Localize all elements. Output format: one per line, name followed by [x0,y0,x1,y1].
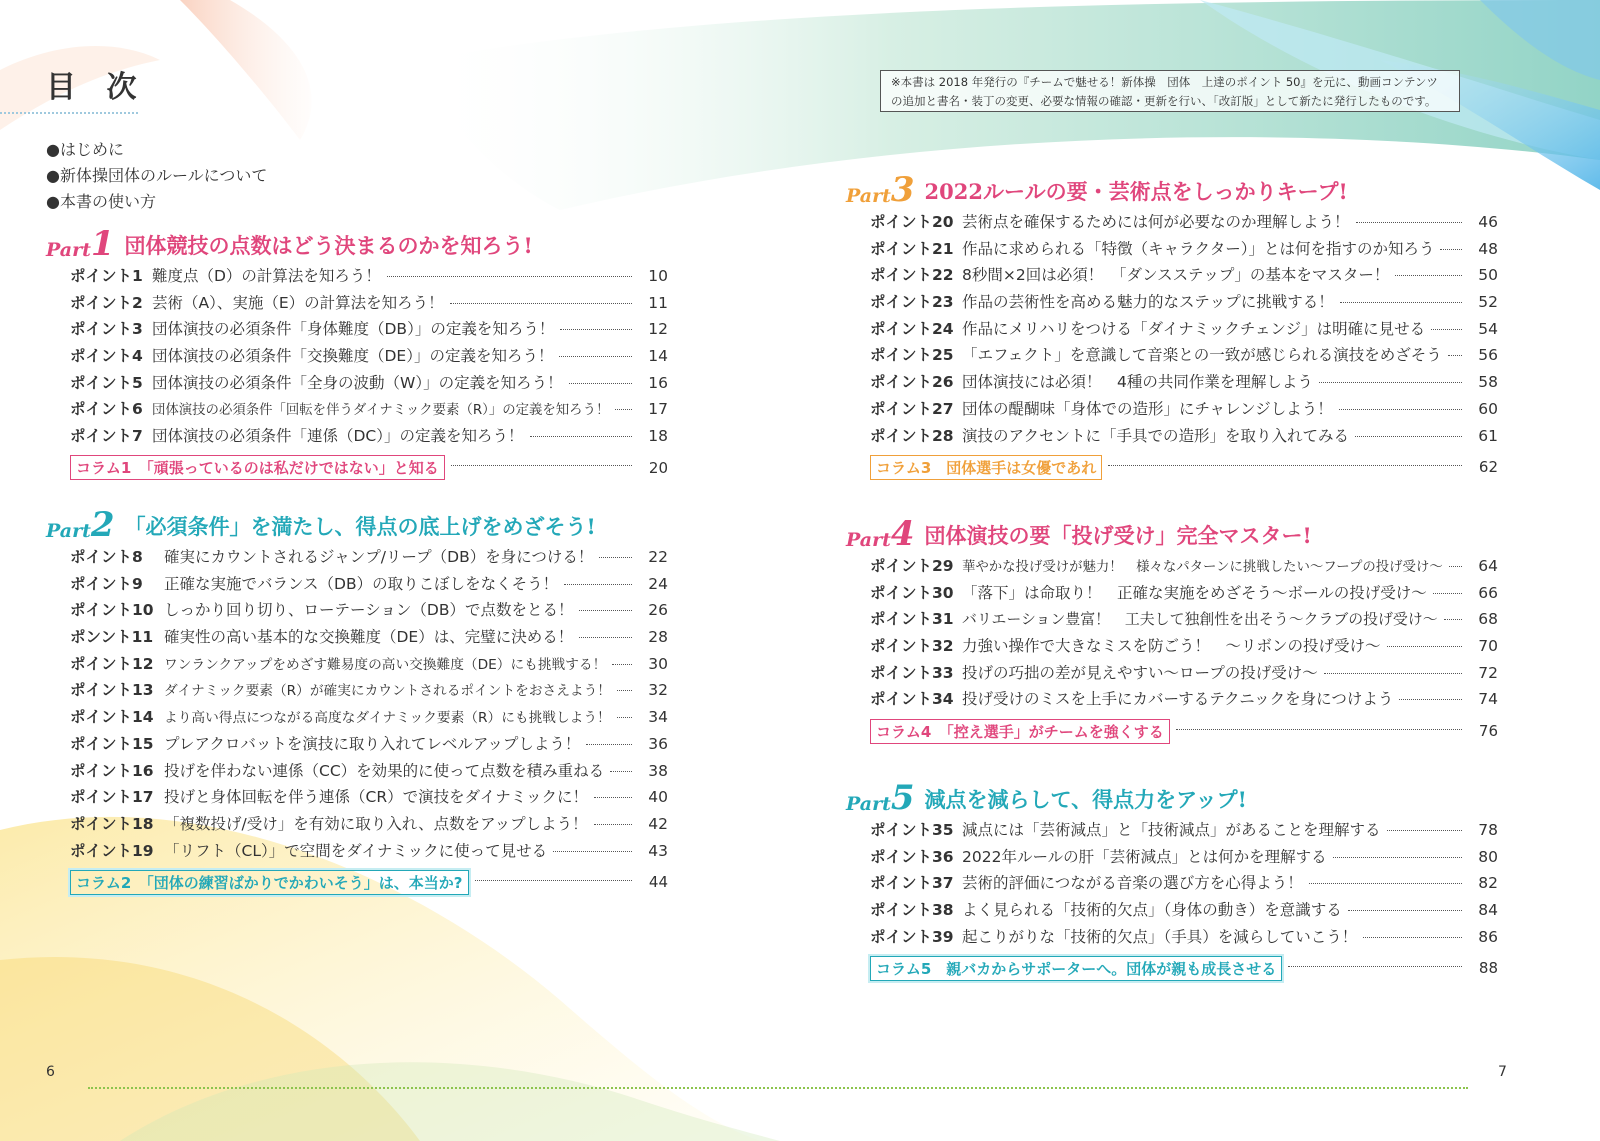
page-number: 88 [1478,959,1498,978]
notice-line: ※本書は 2018 年発行の『チームで魅せる！新体操 団体 上達のポイント 50』を元に、動画コンテンツ [891,75,1438,89]
intro-item: ●本書の使い方 [46,192,156,211]
point-label: ポイント25 [870,346,954,365]
toc-entry[interactable] [70,545,668,572]
leader-dots [586,744,632,745]
leader-dots [1444,619,1462,620]
toc-entry[interactable] [870,397,1498,424]
page-number: 56 [1478,346,1498,365]
point-label: ポイント20 [870,213,954,231]
page-number: 14 [648,347,668,366]
point-text: 芸術（A）、実施（E）の計算法を知ろう！ [152,293,444,312]
part-title: 団体競技の点数はどう決まるのかを知ろう! [124,232,533,258]
toc-entry[interactable] [870,581,1498,608]
column-title: コラム4 「控え選手」がチームを強くする [870,719,1170,744]
page-number: 84 [1478,901,1498,920]
toc-entry[interactable] [870,925,1498,952]
toc-entry[interactable] [870,317,1498,344]
page-number: 76 [1478,722,1498,741]
toc-entry[interactable] [70,291,668,318]
leader-dots [1324,673,1462,674]
point-label: ポイント13 [70,681,154,700]
page-number: 38 [648,761,668,780]
point-label: ポイント21 [870,239,954,258]
part-2-entries [70,545,668,897]
point-label: ポイント35 [870,821,954,839]
toc-entry[interactable] [870,210,1498,237]
point-label: ポイント4 [70,347,143,366]
point-text: 起こりがりな「技術的欠点」（手具）を減らしていこう！ [962,927,1358,946]
point-text: 「複数投げ/受け」を有効に取り入れ、点数をアップしよう！ [164,814,588,833]
leader-dots [1448,355,1462,356]
page-number-left: 6 [46,1064,55,1080]
point-label: ポイント24 [870,319,954,338]
part-label: Part [46,239,91,261]
point-text: 2022年ルールの肝「芸術減点」とは何かを理解する [962,847,1327,866]
leader-dots [1440,249,1462,250]
leader-dots [1176,729,1462,730]
point-label: ポイント14 [70,708,154,727]
part-number: 4 [890,514,915,555]
column-entry[interactable] [870,452,1498,482]
point-text: 作品にメリハリをつける「ダイナミックチェンジ」は明確に見せる [962,319,1426,338]
point-text: 難度点（D）の計算法を知ろう！ [152,267,381,285]
leader-dots [1108,465,1462,466]
leader-dots [617,690,632,691]
part-number: 1 [90,224,115,265]
leader-dots [475,880,633,881]
leader-dots [1356,222,1462,223]
leader-dots [450,303,632,304]
point-label: ポイント18 [70,814,154,833]
intro-list [46,137,267,215]
part-label: Part [846,185,891,207]
leader-dots [612,664,632,665]
toc-entry[interactable] [70,317,668,344]
point-text: しっかり回り切り、ローテーション（DB）で点数をとる！ [164,601,574,620]
leader-dots [1433,593,1462,594]
toc-entry[interactable] [870,607,1498,634]
point-label: ポイント3 [70,320,143,339]
leader-dots [599,557,632,558]
toc-entry[interactable] [70,812,668,839]
leader-dots [1363,937,1462,938]
point-label: ポイント34 [870,690,954,709]
point-label: ポイント33 [870,663,954,682]
leader-dots [1387,830,1462,831]
column-title: コラム5 親バカからサポーターへ。団体が親も成長させる [870,956,1282,981]
point-text: 団体演技の必須条件「回転を伴うダイナミック要素（R）」の定義を知ろう！ [152,403,610,419]
point-label: ポイント12 [70,654,154,673]
toc-title: 目 次 [46,70,147,105]
part-number: 5 [890,778,915,819]
toc-entry[interactable] [870,424,1498,451]
page-number: 20 [648,458,668,477]
part-1-heading [46,222,668,265]
point-text: 団体演技の必須条件「全身の波動（W）」の定義を知ろう！ [152,373,563,392]
part-2-section [46,503,668,897]
toc-entry[interactable] [70,424,668,451]
point-label: ポイント23 [870,293,954,312]
part-label: Part [846,529,891,551]
part-5-heading [846,776,1498,819]
page-number: 32 [648,681,668,700]
part-3-entries [870,210,1498,482]
point-label: ポイント29 [870,557,954,575]
page-number: 34 [648,708,668,727]
point-text: 投げ受けのミスを上手にカバーするテクニックを身につけよう [962,690,1394,709]
point-text: 確実にカウントされるジャンプ/リープ（DB）を身につける！ [164,548,594,566]
toc-entry[interactable] [870,818,1498,845]
point-label: ポイント31 [870,610,954,629]
toc-entry[interactable] [70,625,668,652]
title-divider [0,112,138,114]
page-number: 50 [1478,266,1498,285]
page-number: 10 [648,267,668,285]
column-entry[interactable] [870,953,1498,983]
point-label: ポイント17 [70,788,154,807]
leader-dots [1340,302,1462,303]
point-text: 作品に求められる「特徴（キャラクター）」とは何を指すのか知ろう [962,239,1435,258]
point-text: 華やかな投げ受けが魅力！ 様々なパターンに挑戦したい～フープの投げ受け～ [962,560,1443,575]
page-number: 17 [648,400,668,419]
point-text: 団体演技の必須条件「身体難度（DB）」の定義を知ろう！ [152,320,555,339]
toc-entry[interactable] [70,264,668,291]
leader-dots [560,329,632,330]
page-number: 74 [1478,690,1498,709]
column-title: コラム3 団体選手は女優であれ [870,455,1102,480]
point-label: ポイント39 [870,927,954,946]
toc-entry[interactable] [70,839,668,866]
point-text: 芸術点を確保するためには何が必要なのか理解しよう！ [962,213,1350,231]
toc-entry[interactable] [70,572,668,599]
point-text: 団体演技の必須条件「交換難度（DE）」の定義を知ろう！ [152,347,554,366]
page-number: 68 [1478,610,1498,629]
point-label: ポイント5 [70,373,143,392]
page-number: 82 [1478,874,1498,893]
column-entry[interactable] [70,453,668,483]
point-text: ワンランクアップをめざす難易度の高い交換難度（DE）にも挑戦する！ [164,656,607,673]
toc-entry[interactable] [870,370,1498,397]
toc-entry[interactable] [70,397,668,424]
point-label: ポイント7 [70,427,143,446]
page-number: 54 [1478,319,1498,338]
leader-dots [1449,566,1462,567]
toc-entry[interactable] [870,898,1498,925]
page-number: 12 [648,320,668,339]
toc-entry[interactable] [870,634,1498,661]
leader-dots [579,610,632,611]
point-text: 減点には「芸術減点」と「技術減点」があることを理解する [962,821,1381,839]
point-label: ポイント2 [70,293,143,312]
leader-dots [1333,857,1462,858]
toc-entry[interactable] [70,598,668,625]
leader-dots [1319,382,1462,383]
page-number: 24 [648,574,668,593]
part-label: Part [846,793,891,815]
point-text: 「リフト（CL）」で空間をダイナミックに使って見せる [164,841,548,860]
page-number: 42 [648,814,668,833]
point-label: ポイント27 [870,399,954,418]
leader-dots [1339,409,1462,410]
page-number-right: 7 [1498,1064,1507,1080]
point-label: ポイント16 [70,761,154,780]
leader-dots [530,436,632,437]
point-text: 団体演技には必須！ 4種の共同作業を理解しよう [962,373,1313,392]
toc-entry[interactable] [870,554,1498,581]
point-text: 「落下」は命取り！ 正確な実施をめざそう～ボールの投げ受け～ [962,583,1427,602]
leader-dots [1348,910,1462,911]
toc-entry[interactable] [70,371,668,398]
point-label: ポイント19 [70,841,154,860]
point-text: 投げを伴わない連係（CC）を効果的に使って点数を積み重ねる [164,761,605,780]
leader-dots [615,409,632,410]
page-number: 44 [648,873,668,892]
column-title: コラム2 「団体の練習ばかりでかわいそう」は、本当か? [70,870,469,895]
point-label: ポイント22 [870,266,954,285]
page-number: 70 [1478,637,1498,656]
part-title: 団体演技の要「投げ受け」完全マスター! [924,522,1312,548]
leader-dots [553,851,632,852]
part-3-section [846,168,1498,482]
column-entry[interactable] [70,867,668,897]
point-label: ポイント37 [870,874,954,893]
point-text: 団体演技の必須条件「連係（DC）」の定義を知ろう！ [152,427,524,446]
revision-notice [880,70,1460,112]
toc-entry[interactable] [70,344,668,371]
toc-entry[interactable] [870,343,1498,370]
page-number: 64 [1478,557,1498,575]
point-text: 正確な実施でバランス（DB）の取りこぼしをなくそう！ [164,574,559,593]
page-number: 11 [648,293,668,312]
page-number: 30 [648,654,668,673]
toc-entry[interactable] [70,732,668,759]
part-1-entries [70,264,668,483]
point-text: 確実性の高い基本的な交換難度（DE）は、完璧に決める！ [164,628,574,647]
footer-divider [88,1087,1468,1089]
page-number: 58 [1478,373,1498,392]
toc-entry[interactable] [870,290,1498,317]
point-text: 芸術的評価につながる音楽の選び方を心得よう！ [962,874,1303,893]
point-label: ポンント11 [70,628,154,647]
point-text: ダイナミック要素（R）が確実にカウントされるポイントをおさえよう！ [164,683,611,700]
toc-entry[interactable] [870,237,1498,264]
leader-dots [594,824,632,825]
point-text: 投げの巧拙の差が見えやすい～ロープの投げ受け～ [962,663,1318,682]
leader-dots [387,276,632,277]
toc-entry[interactable] [70,678,668,705]
toc-entry[interactable] [870,687,1498,714]
page-number: 28 [648,628,668,647]
toc-entry[interactable] [870,263,1498,290]
page-number: 62 [1478,458,1498,477]
point-text: 作品の芸術性を高める魅力的なステップに挑戦する！ [962,293,1334,312]
part-title: 「必須条件」を満たし、得点の底上げをめざそう! [124,513,596,539]
point-label: ポイント38 [870,901,954,920]
page-number: 72 [1478,663,1498,682]
toc-entry[interactable] [70,785,668,812]
part-label: Part [46,520,91,542]
part-4-section [846,512,1498,746]
leader-dots [569,383,632,384]
page-number: 48 [1478,239,1498,258]
part-5-entries [870,818,1498,983]
point-label: ポイント36 [870,847,954,866]
leader-dots [1309,883,1462,884]
page-number: 40 [648,788,668,807]
point-text: よく見られる「技術的欠点」（身体の動き）を意識する [962,901,1342,920]
point-text: プレアクロバットを演技に取り入れてレベルアップしよう！ [164,734,581,753]
leader-dots [579,637,632,638]
part-number: 2 [90,505,115,546]
leader-dots [1355,436,1462,437]
leader-dots [1395,275,1462,276]
point-label: ポイント32 [870,637,954,656]
page-number: 22 [648,548,668,566]
toc-entry[interactable] [70,652,668,679]
point-label: ポイント1 [70,267,143,285]
leader-dots [594,797,632,798]
point-text: 投げと身体回転を伴う連係（CR）で演技をダイナミックに！ [164,788,588,807]
page-number: 86 [1478,927,1498,946]
part-4-heading [846,512,1498,555]
column-title: コラム1 「頑張っているのは私だけではない」と知る [70,455,445,480]
point-label: ポイント6 [70,400,143,419]
part-1-section [46,222,668,483]
page-number: 43 [648,841,668,860]
point-text: 8秒間×2回は必須！ 「ダンスステップ」の基本をマスター！ [962,266,1390,285]
page-number: 46 [1478,213,1498,231]
part-4-entries [870,554,1498,746]
point-label: ポイント28 [870,426,954,445]
part-title: 2022ルールの要・芸術点をしっかりキープ! [924,178,1348,204]
part-title: 減点を減らして、得点力をアップ! [924,786,1247,812]
page-number: 16 [648,373,668,392]
page-number: 18 [648,427,668,446]
leader-dots [1399,699,1462,700]
page-number: 61 [1478,426,1498,445]
point-text: 力強い操作で大きなミスを防ごう！ ～リボンの投げ受け～ [962,637,1381,656]
intro-item: ●新体操団体のルールについて [46,166,268,185]
page-number: 26 [648,601,668,620]
point-label: ポイント26 [870,373,954,392]
toc-entry[interactable] [870,871,1498,898]
notice-line: の追加と書名・装丁の変更、必要な情報の確認・更新を行い、「改訂版」として新たに発行したものです。 [891,94,1437,108]
page-number: 80 [1478,847,1498,866]
leader-dots [1288,966,1462,967]
leader-dots [1387,646,1462,647]
point-text: 演技のアクセントに「手具での造形」を取り入れてみる [962,426,1350,445]
part-number: 3 [890,170,915,211]
toc-entry[interactable] [70,759,668,786]
page-number: 78 [1478,821,1498,839]
column-entry[interactable] [870,716,1498,746]
leader-dots [610,771,632,772]
page-number: 52 [1478,293,1498,312]
point-label: ポイント10 [70,601,154,620]
leader-dots [559,356,632,357]
page-number: 66 [1478,583,1498,602]
toc-entry[interactable] [870,661,1498,688]
intro-item: ●はじめに [46,140,124,159]
part-2-heading [46,503,668,546]
point-text: 「エフェクト」を意識して音楽との一致が感じられる演技をめざそう [962,346,1442,365]
point-text: 団体の醍醐味「身体での造形」にチャレンジしよう！ [962,399,1333,418]
point-label: ポイント30 [870,583,954,602]
leader-dots [564,584,632,585]
point-text: より高い得点につながる高度なダイナミック要素（R）にも挑戦しよう！ [164,710,611,727]
part-5-section [846,776,1498,983]
page-number: 60 [1478,399,1498,418]
leader-dots [1431,329,1462,330]
point-label: ポイント15 [70,734,154,753]
point-label: ポイント9 [70,574,143,593]
toc-entry[interactable] [70,705,668,732]
toc-entry[interactable] [870,845,1498,872]
point-text: バリエーション豊富！ 工夫して独創性を出そう～クラブの投げ受け～ [962,610,1438,629]
right-page [800,0,1600,1141]
point-label: ポイント8 [70,548,143,566]
leader-dots [617,717,632,718]
part-3-heading [846,168,1498,211]
page-number: 36 [648,734,668,753]
leader-dots [451,465,632,466]
